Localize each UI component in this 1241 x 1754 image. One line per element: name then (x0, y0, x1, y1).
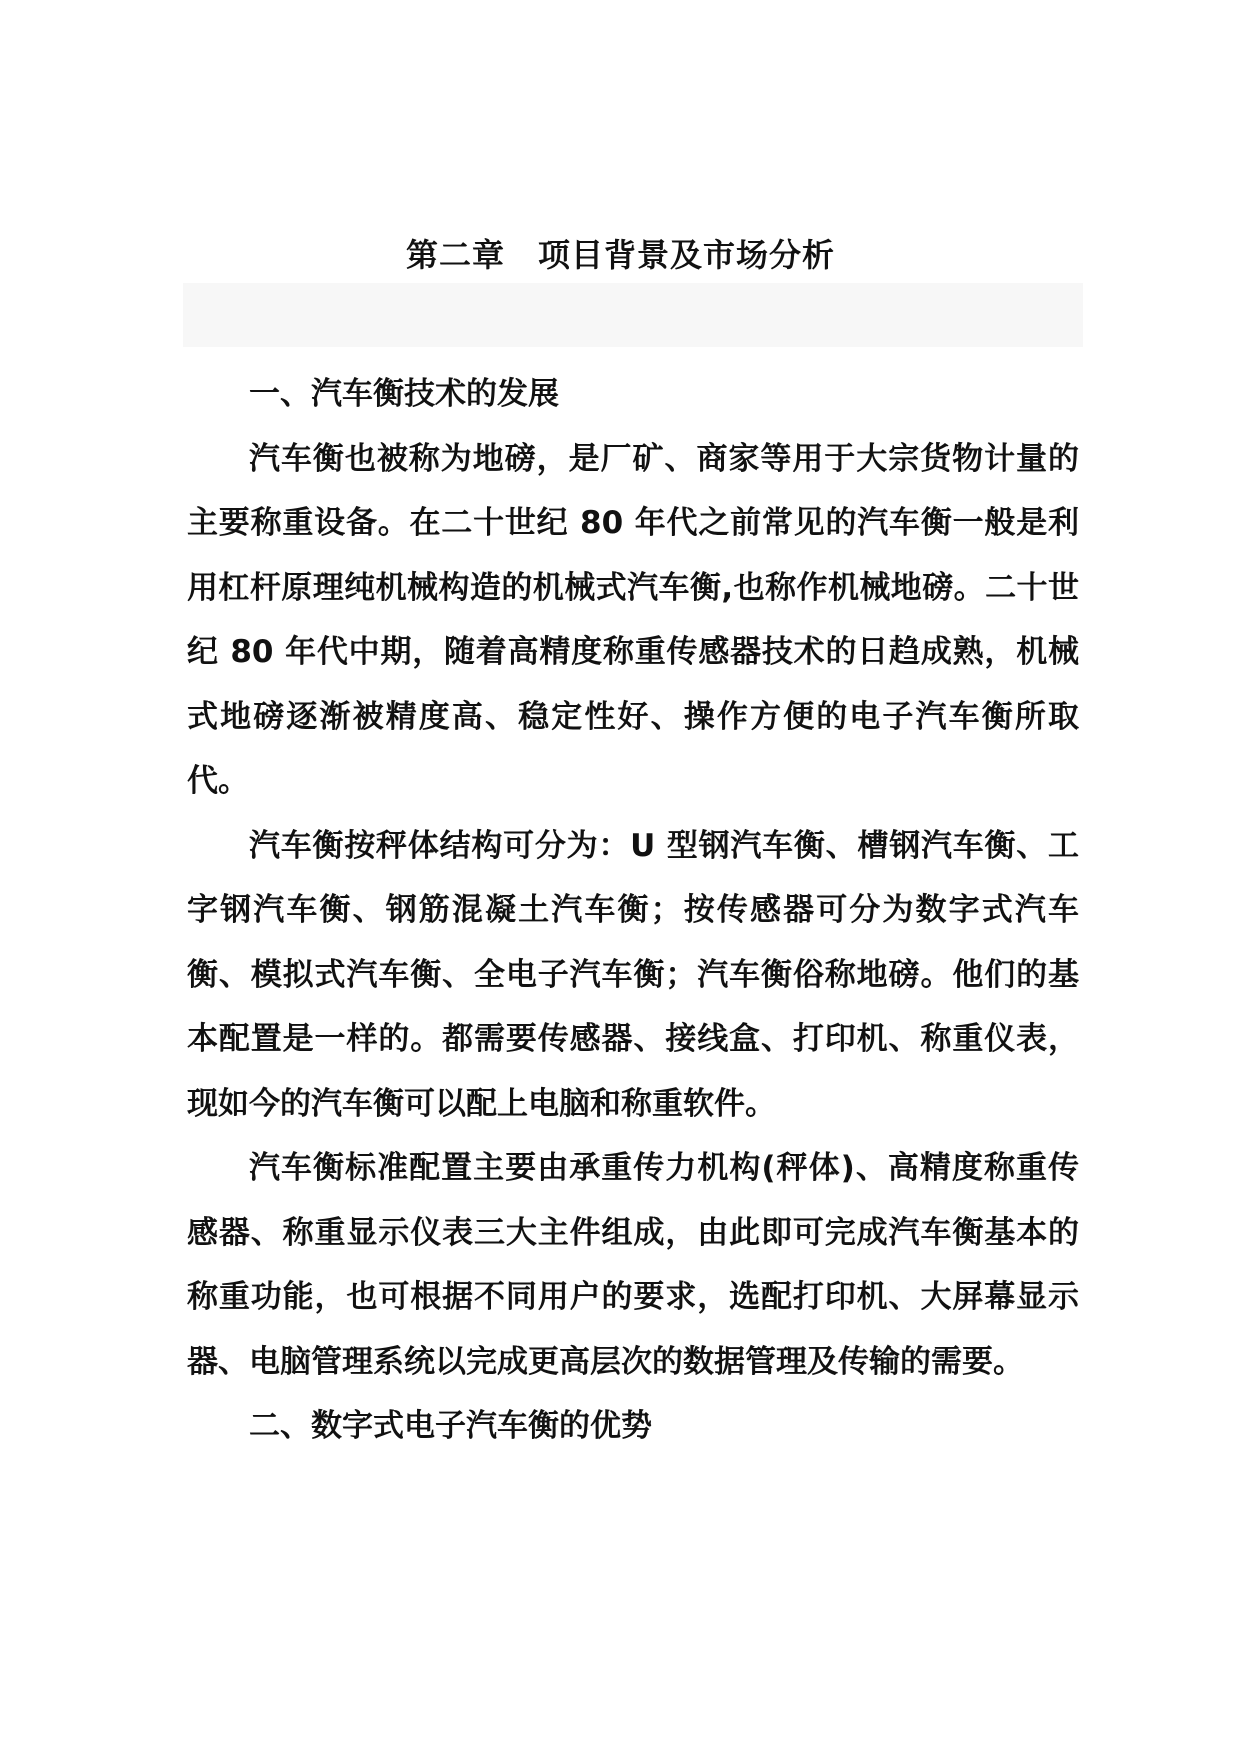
section-heading-1: 一、汽车衡技术的发展 (249, 376, 559, 412)
paragraph-3: 汽车衡标准配置主要由承重传力机构(秤体)、高精度称重传感器、称重显示仪表三大主件组成，由此即可完成汽车衡基本的称重功能，也可根据不同用户的要求，选配打印机、大屏幕显示器、电脑管理系统以完成更高层次的数据管理及传输的需要。 (187, 1150, 1079, 1380)
section-heading-2: 二、数字式电子汽车衡的优势 (249, 1408, 652, 1444)
paragraph-1: 汽车衡也被称为地磅，是厂矿、商家等用于大宗货物计量的主要称重设备。在二十世纪 80 年代之前常见的汽车衡一般是利用杠杆原理纯机械构造的机械式汽车衡,也称作机械地磅。二十世纪 80 年代中期，随着高精度称重传感器技术的日趋成熟，机械式地磅逐渐被精度高、稳定性好、操作方便的电子汽车衡所取代。 (187, 440, 1079, 799)
chapter-title: 第二章 项目背景及市场分析 (405, 236, 835, 274)
body-text (187, 362, 1079, 1459)
paragraph-2: 汽车衡按秤体结构可分为：U 型钢汽车衡、槽钢汽车衡、工字钢汽车衡、钢筋混凝土汽车衡；按传感器可分为数字式汽车衡、模拟式汽车衡、全电子汽车衡；汽车衡俗称地磅。他们的基本配置是一样的。都需要传感器、接线盒、打印机、称重仪表，现如今的汽车衡可以配上电脑和称重软件。 (187, 827, 1079, 1122)
shaded-band (183, 283, 1083, 347)
